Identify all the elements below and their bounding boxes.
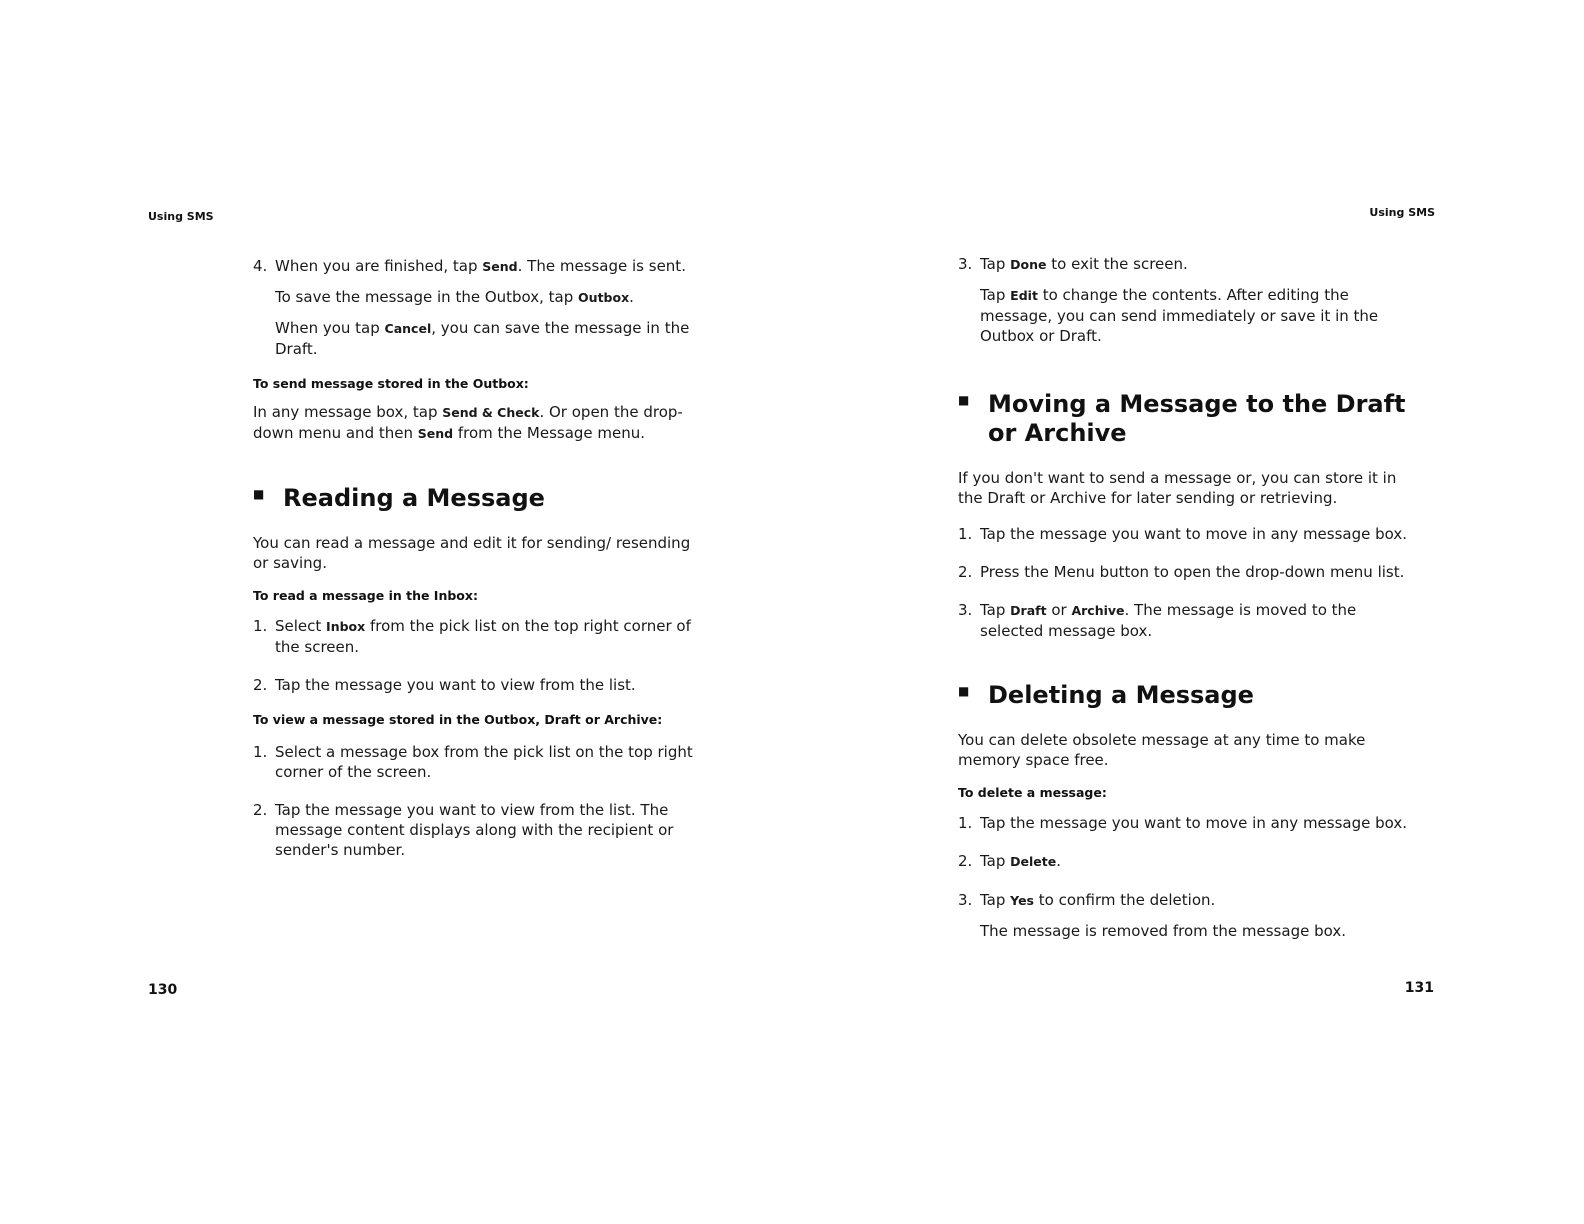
- step-number: 2.: [958, 852, 973, 870]
- step-text: . The message is moved to the selected message box.: [980, 601, 1357, 640]
- step-text: from the pick list on the top right corner of the screen.: [275, 617, 691, 656]
- heading-text: Moving a Message to the Draft or Archive: [988, 390, 1406, 447]
- step-text: to confirm the deletion.: [1034, 891, 1216, 909]
- send-check-paragraph: [253, 402, 708, 444]
- step-number: 2.: [958, 563, 973, 581]
- keyword-outbox: Outbox: [578, 290, 630, 305]
- page-number-right: 131: [1404, 980, 1434, 996]
- step-text: Tap: [980, 255, 1011, 273]
- step-tap-message: [253, 675, 708, 695]
- step-text: Tap: [980, 601, 1011, 619]
- step-draft-archive: [958, 600, 1414, 641]
- square-bullet-icon: ■: [253, 487, 265, 501]
- keyword-yes: Yes: [1010, 893, 1034, 908]
- edit-note: [958, 285, 1414, 346]
- step-view-content: [253, 800, 708, 860]
- keyword-send: Send: [482, 259, 518, 274]
- step-text: Tap the message you want to view from the list. The message content displays along with the recipient or sender's number.: [275, 801, 674, 859]
- moving-intro: If you don't want to send a message or, you can store it in the Draft or Archive for later sending or retrieving.: [958, 469, 1397, 507]
- step-number: 2.: [253, 801, 268, 819]
- paragraph-text: from the Message menu.: [453, 424, 646, 442]
- note-text: to change the contents. After editing the message, you can send immediately or save it in the Outbox or Draft.: [980, 286, 1379, 345]
- step-text: Tap the message you want to view from the list.: [275, 676, 636, 694]
- keyword-archive: Archive: [1071, 603, 1125, 618]
- keyword-cancel: Cancel: [384, 321, 432, 336]
- step-press-menu: [958, 562, 1414, 582]
- page-left: [253, 256, 708, 860]
- step-number: 3.: [958, 601, 973, 619]
- step-text: Select a message box from the pick list on the top right corner of the screen.: [275, 743, 693, 781]
- step-number: 1.: [958, 525, 973, 543]
- step-text: Tap the message you want to move in any message box.: [980, 525, 1408, 543]
- step-tap-delete: [958, 851, 1414, 872]
- step-number: 1.: [253, 743, 268, 761]
- reading-intro: You can read a message and edit it for sending/ resending or saving.: [253, 534, 691, 572]
- deleting-intro: You can delete obsolete message at any time to make memory space free.: [958, 731, 1366, 769]
- note-text: To save the message in the Outbox, tap: [275, 288, 579, 306]
- subheading-view-stored: To view a message stored in the Outbox, Draft or Archive:: [253, 712, 663, 727]
- keyword-edit: Edit: [1010, 288, 1038, 303]
- step-done: [958, 254, 1414, 275]
- paragraph-text: . Or open the drop-down menu and then: [253, 403, 683, 442]
- section-heading-deleting: [958, 681, 1414, 710]
- subheading-read-inbox: To read a message in the Inbox:: [253, 588, 478, 603]
- step-text: .: [1056, 852, 1062, 870]
- paragraph-text: In any message box, tap: [253, 403, 443, 421]
- step-number: 3.: [958, 891, 973, 909]
- note-text: .: [629, 288, 634, 306]
- step-select-inbox: [253, 616, 708, 657]
- step-text: Tap the message you want to move in any message box.: [980, 814, 1408, 832]
- page-right: [958, 254, 1414, 941]
- section-heading-moving: [958, 390, 1414, 448]
- note-text: Tap: [980, 286, 1011, 304]
- step-text: Select: [275, 617, 327, 635]
- note-text: When you tap: [275, 319, 385, 337]
- square-bullet-icon: ■: [958, 393, 970, 407]
- keyword-delete: Delete: [1010, 854, 1057, 869]
- step-text: Tap: [980, 852, 1011, 870]
- step-text: Tap: [980, 891, 1011, 909]
- subheading-send-outbox: To send message stored in the Outbox:: [253, 376, 529, 391]
- step-number: 1.: [958, 814, 973, 832]
- save-outbox-note: [253, 287, 708, 308]
- keyword-done: Done: [1010, 257, 1047, 272]
- heading-text: Reading a Message: [283, 484, 545, 512]
- note-text: , you can save the message in the Draft.: [275, 319, 690, 358]
- step-text: . The message is sent.: [517, 257, 686, 275]
- step-number: 3.: [958, 255, 973, 273]
- step-tap-to-move: [958, 524, 1414, 544]
- step-confirm-yes: [958, 890, 1414, 911]
- step-finished: [253, 256, 708, 277]
- section-heading-reading: [253, 484, 708, 513]
- keyword-draft: Draft: [1010, 603, 1047, 618]
- step-text: Press the Menu button to open the drop-down menu list.: [980, 563, 1405, 581]
- running-header-left: Using SMS: [148, 210, 214, 223]
- square-bullet-icon: ■: [958, 684, 970, 698]
- step-tap-to-delete: [958, 813, 1414, 833]
- subheading-delete: To delete a message:: [958, 785, 1107, 800]
- keyword-inbox: Inbox: [326, 619, 366, 634]
- step-text: to exit the screen.: [1046, 255, 1188, 273]
- deletion-result: The message is removed from the message box.: [980, 922, 1346, 940]
- running-header-right: Using SMS: [1369, 206, 1435, 219]
- keyword-send-check: Send & Check: [442, 405, 540, 420]
- step-select-box: [253, 742, 708, 782]
- step-number: 1.: [253, 617, 268, 635]
- page-number-left: 130: [148, 982, 178, 998]
- heading-text: Deleting a Message: [988, 681, 1254, 709]
- step-text: or: [1046, 601, 1072, 619]
- keyword-send: Send: [417, 426, 454, 441]
- step-number: 4.: [253, 257, 268, 275]
- step-text: When you are finished, tap: [275, 257, 483, 275]
- cancel-note: [253, 318, 708, 359]
- step-number: 2.: [253, 676, 268, 694]
